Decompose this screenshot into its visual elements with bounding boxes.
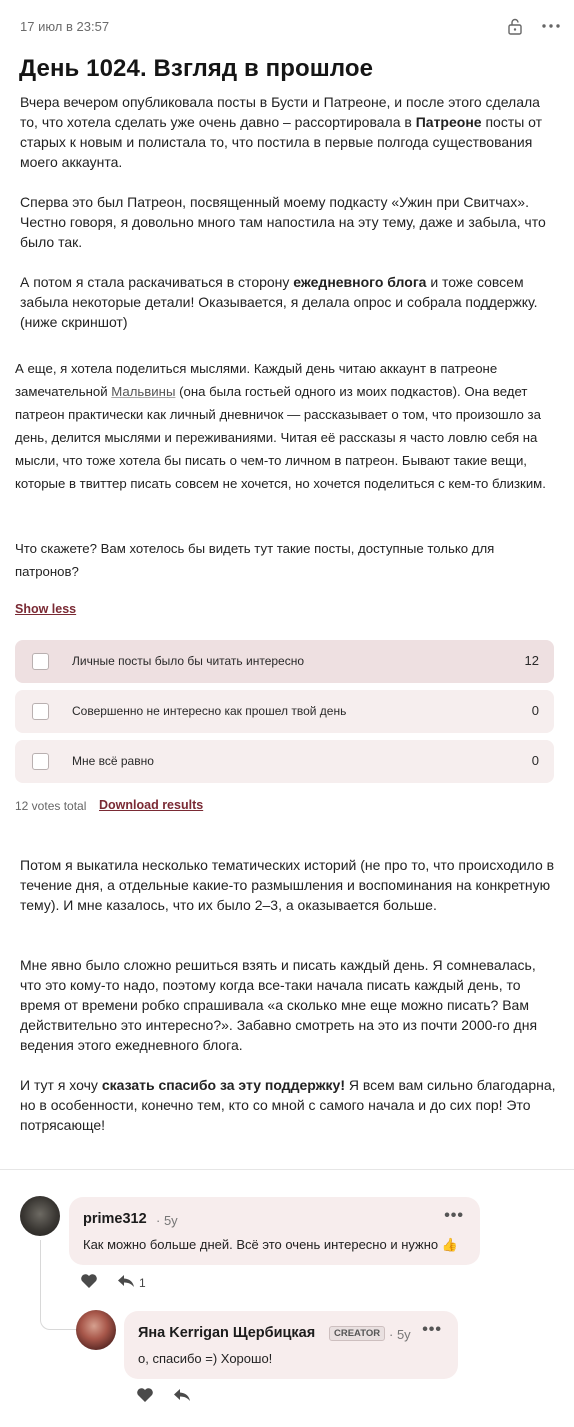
poll-checkbox[interactable] xyxy=(32,703,49,720)
post-paragraph-3 xyxy=(20,272,556,332)
bold-text: сказать спасибо за эту поддержку! xyxy=(101,1077,345,1093)
post-paragraph-6 xyxy=(20,1075,556,1135)
post-title: День 1024. Взгляд в прошлое xyxy=(19,55,374,82)
comments-divider xyxy=(0,1169,574,1170)
creator-badge: CREATOR xyxy=(329,1326,385,1341)
comment-text: Как можно больше дней. Всё это очень интересно и нужно 👍 xyxy=(83,1237,458,1252)
post-paragraph-2: Сперва это был Патреон, посвященный моему подкасту «Ужин при Свитчах». Честно говоря, я довольно много там напостила на эту тему, даже и забыла, что было так. xyxy=(20,194,546,250)
bold-text: ежедневного блога xyxy=(293,274,427,290)
poll-checkbox[interactable] xyxy=(32,753,49,770)
comment-bubble xyxy=(124,1311,458,1379)
text: (она была гостьей одного из моих подкастов). Она ведет патреон практически как личный дневничок — рассказывает о том, что произошло за день, делится мыслями и переживаниями. Читая её рассказы я часто ловлю себя на мысли, что тоже хотела бы писать о чем-то личном в патреон. Бывают такие вещи, которые в твиттер писать совсем не хочется, но хочется поделиться с кем-то близким. xyxy=(15,384,546,491)
post-header xyxy=(20,18,560,38)
bold-text: Патреоне xyxy=(415,114,482,130)
more-icon[interactable]: ••• xyxy=(444,1207,464,1224)
unlock-icon[interactable] xyxy=(506,17,524,35)
comment-author[interactable]: prime312 xyxy=(83,1211,147,1227)
heart-icon xyxy=(136,1387,154,1406)
post-actions xyxy=(506,17,560,35)
reply-count: 1 xyxy=(139,1275,146,1290)
embedded-paragraph-1 xyxy=(15,357,555,495)
text: А еще, я хотела поделиться мыслями. Каждый день читаю аккаунт в патреоне замечательной xyxy=(15,361,498,399)
embedded-paragraph-2: Что скажете? Вам хотелось бы видеть тут такие посты, доступные только для патронов? xyxy=(15,541,495,579)
show-less-link[interactable]: Show less xyxy=(15,602,77,616)
poll-option-label: Совершенно не интересно как прошел твой день xyxy=(72,704,347,718)
like-button[interactable] xyxy=(80,1273,98,1292)
comment-age: · 5y xyxy=(389,1327,411,1342)
poll-option-count: 12 xyxy=(524,653,539,668)
post-paragraph-4: Потом я выкатила несколько тематических историй (не про то, что происходило в течение дня, а отдельные какие-то размышления и воспоминания на конкретную тему). И мне казалось, что их было 2–3, а оказывается больше. xyxy=(20,857,555,913)
poll-option-label: Мне всё равно xyxy=(72,754,154,768)
text: посты от старых к новым и полистала то, что постила в первые полгода существования моего аккаунта. xyxy=(20,114,543,170)
post-paragraph-5: Мне явно было сложно решиться взять и писать каждый день. Я сомневалась, что это кому-то надо, поэтому когда все-таки начала писать каждый день, то время от времени робко спрашивала «а сколько мне еще можно писать? Вам действительно это интересно?». Забавно смотреть на это из почти 2000-го дня ведения этого ежедневного блога. xyxy=(20,957,538,1053)
comment-bubble xyxy=(69,1197,480,1265)
poll-option-count: 0 xyxy=(531,703,539,718)
text: А потом я стала раскачиваться в сторону xyxy=(20,274,294,290)
avatar[interactable] xyxy=(76,1310,116,1350)
poll-option[interactable] xyxy=(15,740,554,783)
text: И тут я хочу xyxy=(20,1077,102,1093)
comment-author[interactable]: Яна Kerrigan Щербицкая xyxy=(138,1325,316,1341)
heart-icon xyxy=(80,1273,98,1292)
text: и тоже совсем забыла некоторые детали! Оказывается, я делала опрос и собрала поддержку. (ниже скриншот) xyxy=(20,274,538,330)
more-icon[interactable] xyxy=(542,17,560,35)
poll-option[interactable] xyxy=(15,640,554,683)
post-paragraph-1 xyxy=(20,92,556,172)
reply-button[interactable] xyxy=(173,1387,191,1406)
poll-checkbox[interactable] xyxy=(32,653,49,670)
poll-option[interactable] xyxy=(15,690,554,733)
poll-option-label: Личные посты было бы читать интересно xyxy=(72,654,305,668)
poll-votes-total: 12 votes total xyxy=(15,799,87,813)
avatar[interactable] xyxy=(20,1196,60,1236)
like-button[interactable] xyxy=(136,1387,154,1406)
post-date: 17 июл в 23:57 xyxy=(20,19,110,34)
text: Я всем вам сильно благодарна, но в особенности, конечно тем, кто со мной с самого начала и до сих пор! Это потрясающе! xyxy=(20,1077,556,1133)
comment-text: о, спасибо =) Хорошо! xyxy=(138,1351,273,1366)
reply-button[interactable] xyxy=(117,1273,146,1292)
download-results-link[interactable]: Download results xyxy=(99,798,204,812)
text: Вчера вечером опубликовала посты в Бусти и Патреоне, и после этого сделала то, что хотела сделать уже очень давно – рассортировала в xyxy=(20,94,540,130)
poll-option-count: 0 xyxy=(531,753,539,768)
reply-icon xyxy=(173,1387,191,1406)
malvina-link[interactable]: Мальвины xyxy=(111,384,176,399)
more-icon[interactable]: ••• xyxy=(422,1321,442,1338)
reply-icon xyxy=(117,1273,135,1292)
comment-age: · 5y xyxy=(156,1213,178,1228)
